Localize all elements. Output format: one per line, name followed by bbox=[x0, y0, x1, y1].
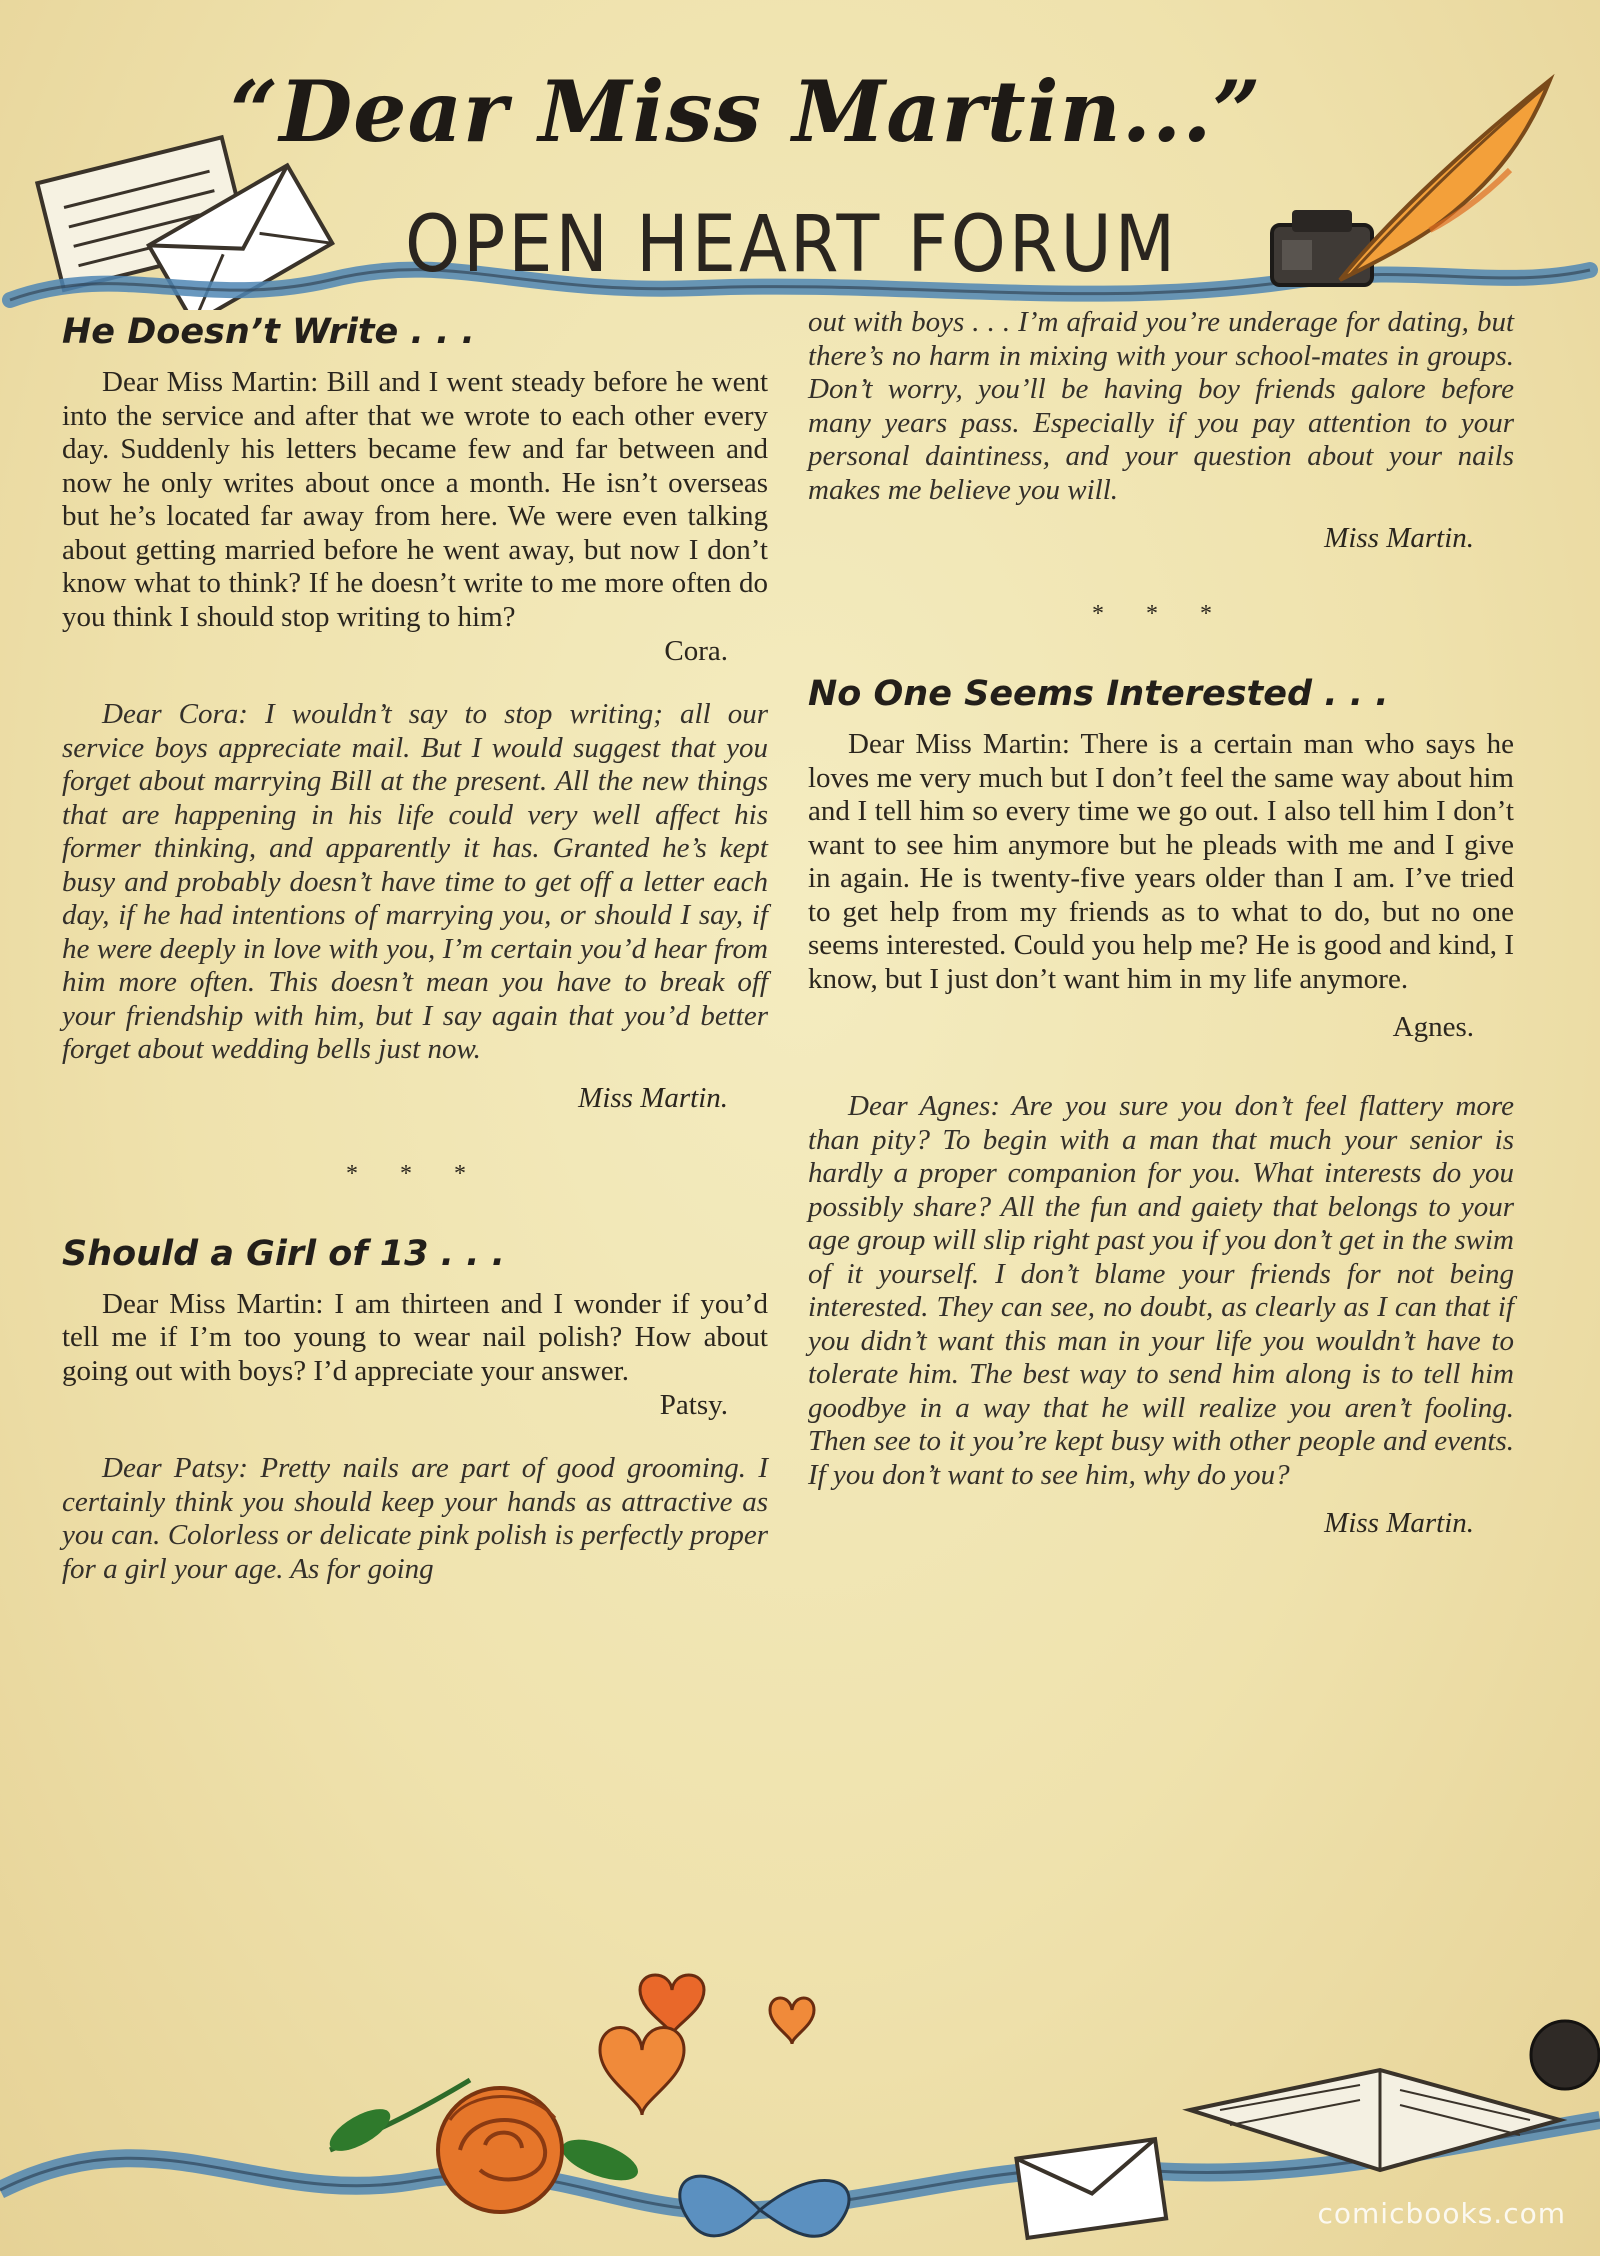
reply-patsy-part1: Dear Patsy: Pretty nails are part of good grooming. I certainly think you should keep your hands as attractive as you can. Colorless or delicate pink polish is perfectly proper for a girl your age. As for going bbox=[62, 1452, 768, 1585]
page-title: “Dear Miss Martin...” bbox=[230, 62, 1262, 161]
section-heading-patsy: Should a Girl of 13 . . . bbox=[62, 1233, 505, 1274]
section-heading-cora: He Doesn’t Write . . . bbox=[62, 312, 475, 352]
inkwell-icon bbox=[1531, 2021, 1599, 2089]
letter-patsy: Dear Miss Martin: I am thirteen and I wonder if you’d tell me if I’m too young to wear nail polish? How about going out with boys? I’d appreciate your answer. bbox=[62, 1287, 768, 1387]
reply-patsy-part2: out with boys . . . I’m afraid you’re underage for dating, but there’s no harm in mixing with your school-mates in groups. Don’t worry, you’ll be having boy friends galore before many years pass. Especially if you pay attention to your personal daintiness, and your question about your nails makes me believe you will. bbox=[808, 306, 1514, 506]
right-column bbox=[808, 306, 1514, 1540]
letter-cora: Dear Miss Martin: Bill and I went steady before he went into the service and after that we wrote to each other every day. Suddenly his letters became few and far between and now he only writes about once a month. He isn’t overseas but he’s located far away from here. We were even talking about getting married before he went away, but now I don’t know what to think? If he doesn’t write to me more often do you think I should stop writing to him? bbox=[62, 366, 768, 633]
reply-agnes: Dear Agnes: Are you sure you don’t feel flattery more than pity? To begin with a man that much your senior is hardly a proper companion for you. What interests do you possibly share? All the fun and gaiety that belongs to your age group will slip right past you if you don’t get in the swim of it yourself. I don’t blame your friends for not being interested. They can see, no doubt, as clearly as I can that if you didn’t want this man in your life you wouldn’t have to tolerate him. The best way to send him along is to tell him goodbye in a way that he will realize you aren’t fooling. Then see to it you’re kept busy with other people and events. If you don’t want to see him, why do you? bbox=[808, 1090, 1514, 1491]
reply-signature-agnes: Miss Martin. bbox=[1324, 1507, 1474, 1539]
page-subtitle: OPEN HEART FORUM bbox=[405, 198, 1179, 290]
reply-signature-patsy: Miss Martin. bbox=[1324, 522, 1474, 554]
heart-icon bbox=[600, 1975, 814, 2115]
section-heading-agnes: No One Seems Interested . . . bbox=[808, 674, 1389, 714]
quill-pen-icon bbox=[1310, 70, 1570, 290]
left-column bbox=[62, 312, 768, 1586]
reply-cora: Dear Cora: I wouldn’t say to stop writing; all our service boys appreciate mail. But I would suggest that you forget about marrying Bill at the present. All the new things that are happening in his life could very well affect his former thinking, and apparently it has. Granted he’s kept busy and probably doesn’t have time to get off a letter each day, if he had intentions of marrying you, or should I say, if he were deeply in love with you, I’m certain you’d hear from him more often. This doesn’t mean you have to break off your friendship with him, but I say again that you’d better forget about wedding bells just now. bbox=[62, 698, 768, 1065]
signature-patsy: Patsy. bbox=[659, 1389, 728, 1421]
open-book-icon bbox=[1190, 2070, 1560, 2170]
signature-agnes: Agnes. bbox=[1392, 1011, 1474, 1043]
section-separator: * * * bbox=[346, 1160, 484, 1187]
watermark: comicbooks.com bbox=[1317, 2197, 1566, 2230]
envelope-icon bbox=[1016, 2139, 1166, 2238]
rose-icon bbox=[438, 2088, 562, 2212]
reply-signature-cora: Miss Martin. bbox=[578, 1081, 728, 1114]
letter-agnes: Dear Miss Martin: There is a certain man who says he loves me very much but I don’t feel the same way about him and I tell him so every time we go out. I also tell him I don’t want to see him anymore but he pleads with me and I give in again. He is twenty-five years older than I am. I’ve tried to get help from my friends as to what to do, but no one seems interested. Could you help me? He is good and kind, I know, but I just don’t want him in my life anymore. bbox=[808, 728, 1514, 995]
signature-cora: Cora. bbox=[664, 635, 728, 667]
section-separator: * * * bbox=[1092, 601, 1230, 627]
page-header bbox=[0, 0, 1600, 320]
